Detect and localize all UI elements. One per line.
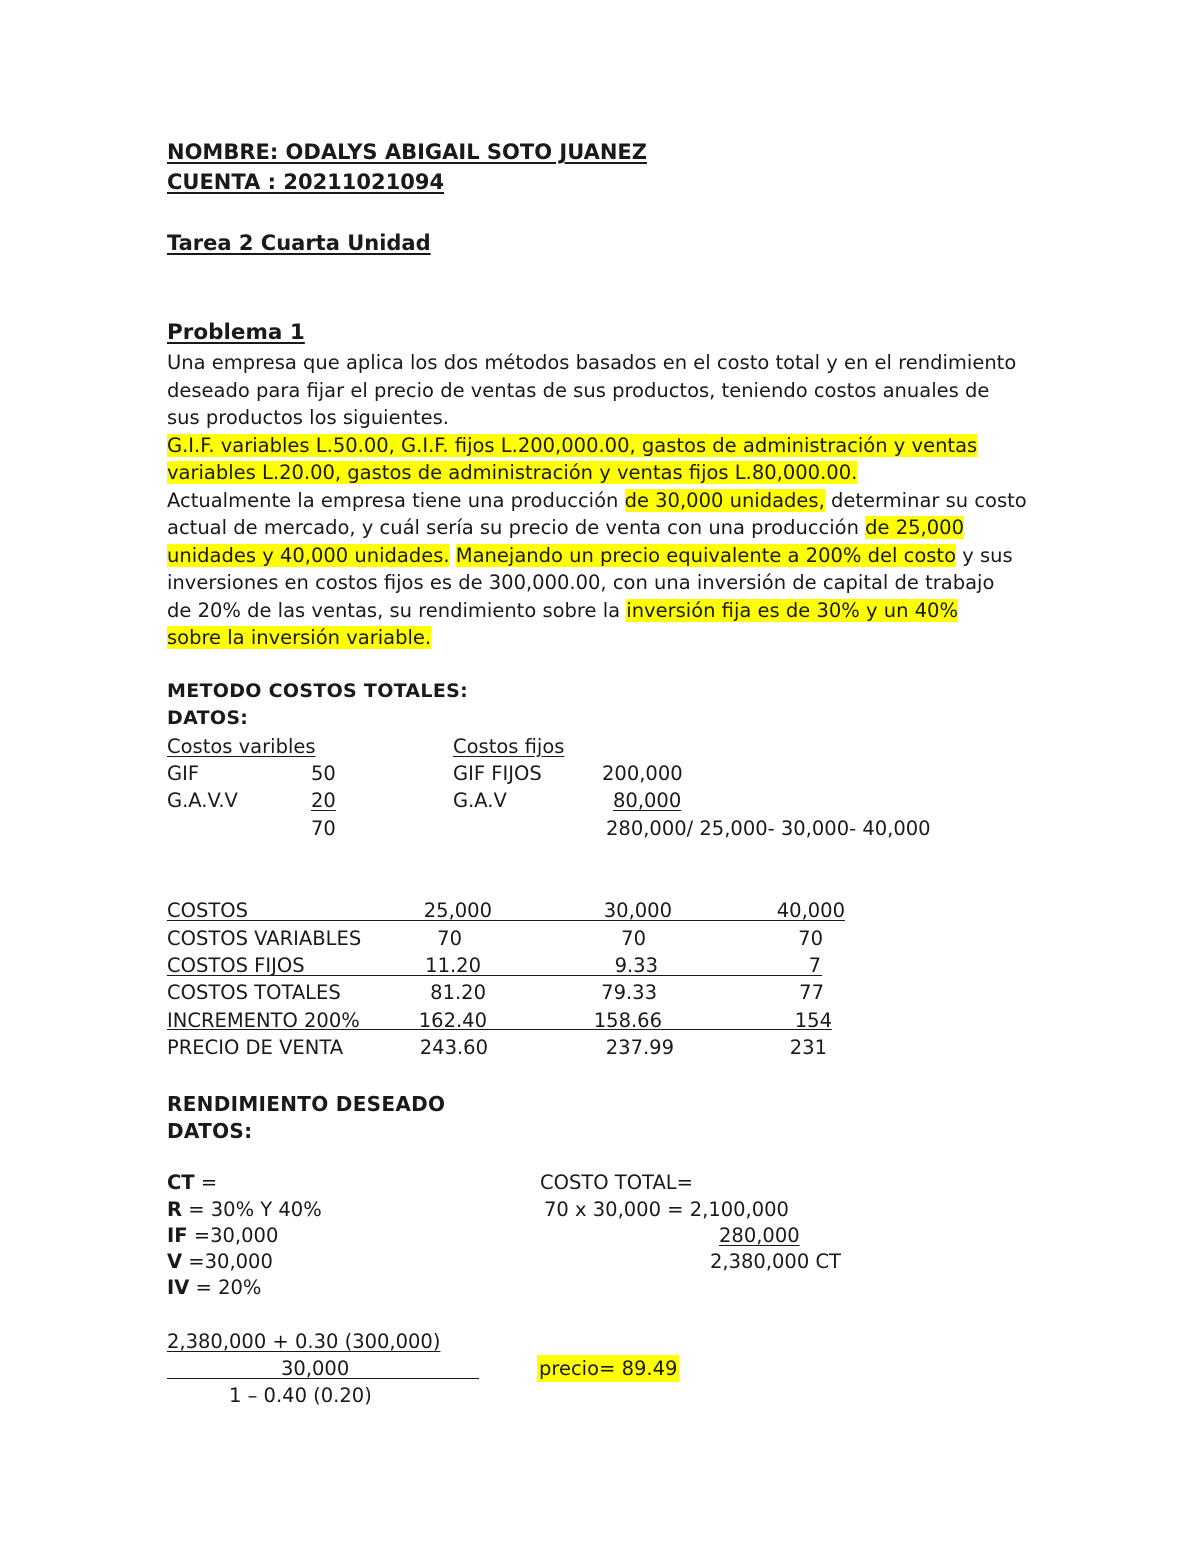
costs-cell: 30,000: [603, 899, 672, 922]
problem-line: [167, 624, 1047, 652]
highlighted-text: sobre la inversión variable.: [167, 626, 432, 649]
yield-datos-label: DATOS:: [167, 1119, 253, 1143]
variable-total: 70: [311, 817, 336, 840]
costs-row-label: COSTOS FIJOS: [167, 954, 305, 977]
variable-costs-header: Costos varibles: [167, 735, 316, 758]
problem-line: [167, 542, 1047, 570]
yield-title: RENDIMIENTO DESEADO: [167, 1092, 446, 1116]
costs-row-label: INCREMENTO 200%: [167, 1009, 360, 1032]
iv-line: [167, 1274, 261, 1301]
formula-numerator: 2,380,000 + 0.30 (300,000): [167, 1330, 441, 1353]
problem-line: [167, 377, 1047, 405]
costs-cell: 70: [621, 927, 646, 950]
r-key: R: [167, 1198, 183, 1221]
problem-title: Problema 1: [167, 320, 305, 345]
problem-text-segment: y sus: [956, 543, 1013, 567]
v-line: [167, 1248, 273, 1275]
gav-value: 80,000: [613, 789, 682, 812]
problem-text-segment: [450, 544, 456, 567]
student-name: NOMBRE: ODALYS ABIGAIL SOTO JUANEZ: [167, 140, 647, 164]
highlighted-text: G.I.F. variables L.50.00, G.I.F. fijos L.200,000.00, gastos de administración y ventas: [167, 433, 978, 457]
gif-value: 50: [311, 762, 336, 785]
costo-total-label: COSTO TOTAL=: [540, 1171, 694, 1194]
gif-label: GIF: [167, 762, 200, 785]
costs-cell: 154: [794, 1009, 832, 1032]
costs-cell: 158.66: [593, 1009, 662, 1032]
costs-cell: 11.20: [425, 954, 481, 977]
problem-text-segment: Una empresa que aplica los dos métodos basados en el costo total y en el rendimiento: [167, 351, 1017, 374]
method-datos-label: DATOS:: [167, 707, 249, 729]
table-rule: [167, 975, 822, 976]
costs-row-label: PRECIO DE VENTA: [167, 1036, 344, 1059]
costs-row-label: COSTOS TOTALES: [167, 981, 341, 1004]
fixed-costs-header: Costos fijos: [453, 735, 565, 758]
highlighted-text: de 30,000 unidades,: [624, 488, 825, 512]
problem-text-segment: Actualmente la empresa tiene una producción: [167, 488, 625, 512]
problem-line: [167, 487, 1047, 515]
costo-fijo: 280,000: [719, 1224, 800, 1247]
problem-line: [167, 432, 1047, 460]
problem-statement: [167, 349, 1047, 652]
fixed-total: 280,000/ 25,000- 30,000- 40,000: [606, 817, 931, 840]
assignment-title: Tarea 2 Cuarta Unidad: [167, 231, 431, 255]
price-result: precio= 89.49: [539, 1357, 678, 1380]
problem-line: [167, 597, 1047, 625]
table-rule: [167, 920, 845, 921]
highlighted-text: Manejando un precio equivalente a 200% del costo: [455, 543, 957, 567]
highlighted-text: de 25,000: [865, 516, 964, 539]
costs-cell: 70: [437, 927, 462, 950]
costo-calc: 70 x 30,000 = 2,100,000: [544, 1198, 789, 1221]
costs-cell: 70: [798, 927, 823, 950]
costs-cell: 40,000: [776, 899, 845, 922]
gif-fijos-label: GIF FIJOS: [453, 762, 542, 785]
problem-line: [167, 349, 1047, 377]
fraction-bar: [167, 1378, 479, 1379]
iv-key: IV: [167, 1276, 190, 1299]
costo-ct: 2,380,000 CT: [710, 1250, 841, 1273]
r-line: [167, 1196, 322, 1223]
v-value: =30,000: [182, 1250, 273, 1273]
gavv-value: 20: [311, 789, 336, 812]
problem-text-segment: determinar su costo: [824, 488, 1027, 512]
costs-cell: 25,000: [423, 899, 492, 922]
gav-label: G.A.V: [453, 789, 507, 812]
r-value: = 30% Y 40%: [182, 1198, 322, 1221]
highlighted-text: unidades y 40,000 unidades.: [167, 543, 450, 567]
costs-row-label: COSTOS: [167, 899, 248, 922]
costs-cell: 81.20: [430, 981, 486, 1004]
formula-denominator-bottom: 1 – 0.40 (0.20): [229, 1384, 372, 1407]
costs-cell: 9.33: [614, 954, 658, 977]
highlighted-text: variables L.20.00, gastos de administración y ventas fijos L.80,000.00.: [167, 461, 858, 484]
problem-text-segment: inversiones en costos fijos es de 300,000.00, con una inversión de capital de trabajo: [167, 571, 995, 594]
problem-line: [167, 514, 1047, 542]
if-line: [167, 1222, 278, 1249]
costs-cell: 162.40: [418, 1009, 487, 1032]
problem-text-segment: actual de mercado, y cuál sería su precio de venta con una producción: [167, 516, 866, 539]
costs-cell: 237.99: [605, 1036, 674, 1059]
student-account: CUENTA : 20211021094: [167, 170, 445, 194]
problem-text-segment: sus productos los siguientes.: [167, 406, 449, 429]
problem-text-segment: deseado para fijar el precio de ventas de sus productos, teniendo costos anuales de: [167, 378, 990, 402]
costs-cell: 243.60: [419, 1036, 488, 1059]
problem-text-segment: de 20% de las ventas, su rendimiento sobre la: [167, 598, 627, 622]
iv-value: = 20%: [189, 1276, 262, 1299]
method-title: METODO COSTOS TOTALES:: [167, 680, 468, 702]
ct-key: CT: [167, 1171, 195, 1194]
gavv-label: G.A.V.V: [167, 789, 238, 812]
problem-line: [167, 569, 1047, 597]
costs-row-label: COSTOS VARIABLES: [167, 927, 362, 950]
if-key: IF: [167, 1224, 188, 1247]
costs-cell: 77: [799, 981, 824, 1004]
problem-line: [167, 459, 1047, 487]
costs-cell: 231: [789, 1036, 827, 1059]
if-value: =30,000: [187, 1224, 279, 1247]
table-rule: [167, 1029, 832, 1030]
highlighted-text: inversión fija es de 30% y un 40%: [626, 598, 958, 622]
formula-denominator-top: 30,000: [281, 1357, 350, 1380]
v-key: V: [167, 1250, 183, 1273]
ct-line: [167, 1169, 217, 1196]
costs-cell: 79.33: [601, 981, 657, 1004]
gif-fijos-value: 200,000: [602, 762, 683, 785]
costs-cell: 7: [808, 954, 821, 977]
ct-value: =: [194, 1171, 218, 1194]
problem-line: [167, 404, 1047, 432]
